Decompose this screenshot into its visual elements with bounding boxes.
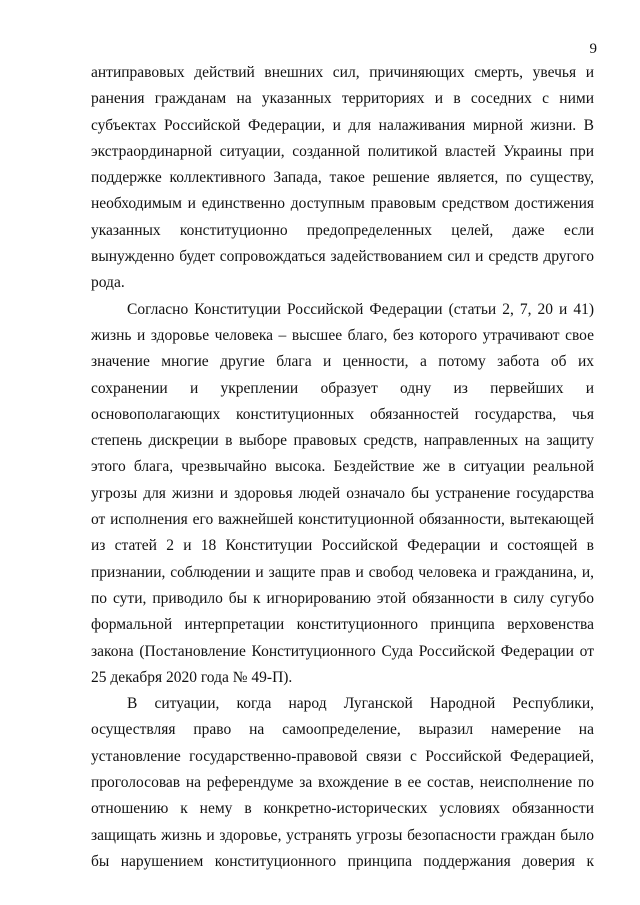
text-line: значение многие другие блага и ценности, а потому забота об их bbox=[91, 353, 594, 371]
text-line: жизнь и здоровье человека – высшее благо, без которого утрачивают свое bbox=[91, 326, 594, 344]
paragraph-3 bbox=[91, 691, 594, 875]
text-line: из статей 2 и 18 Конституции Российской Федерации и состоящей в bbox=[91, 537, 594, 555]
text-line: сохранении и укреплении образует одну из первейших и bbox=[91, 379, 594, 397]
text-line: защищать жизнь и здоровье, устранять угрозы безопасности граждан было bbox=[91, 826, 594, 844]
text-line: этого блага, чрезвычайно высока. Бездействие же в ситуации реальной bbox=[91, 458, 594, 476]
document-body bbox=[91, 60, 594, 875]
text-line: степень дискреции в выборе правовых средств, направленных на защиту bbox=[91, 432, 594, 450]
page-number: 9 bbox=[589, 41, 597, 57]
text-line: ранения гражданам на указанных территориях и в соседних с ними bbox=[91, 90, 594, 108]
text-line: 25 декабря 2020 года № 49-П). bbox=[91, 668, 293, 686]
text-line: основополагающих конституционных обязанностей государства, чья bbox=[91, 405, 594, 423]
text-line: Согласно Конституции Российской Федерации (статьи 2, 7, 20 и 41) bbox=[127, 300, 594, 318]
text-line: необходимым и единственно доступным правовым средством достижения bbox=[91, 195, 594, 213]
text-line: указанных конституционно предопределенных целей, даже если bbox=[91, 221, 594, 239]
text-line: антиправовых действий внешних сил, причиняющих смерть, увечья и bbox=[91, 64, 594, 81]
paragraph-2 bbox=[91, 297, 594, 691]
text-line: проголосовав на референдуме за вхождение в ее состав, неисполнение по bbox=[91, 774, 594, 792]
text-line: субъектах Российской Федерации, и для налаживания мирной жизни. В bbox=[91, 116, 594, 134]
text-line: В ситуации, когда народ Луганской Народной Республики, bbox=[127, 695, 594, 713]
text-line: угрозы для жизни и здоровья людей означало бы устранение государства bbox=[91, 484, 594, 502]
text-line: закона (Постановление Конституционного Суда Российской Федерации от bbox=[91, 642, 594, 660]
text-line: поддержке коллективного Запада, такое решение является, по существу, bbox=[91, 169, 594, 187]
text-line: отношению к нему в конкретно-исторических условиях обязанности bbox=[91, 800, 594, 818]
text-line: установление государственно-правовой связи с Российской Федерацией, bbox=[91, 747, 594, 765]
text-line: формальной интерпретации конституционного принципа верховенства bbox=[91, 616, 594, 634]
text-line: от исполнения его важнейшей конституционной обязанности, вытекающей bbox=[91, 511, 594, 529]
text-line: осуществляя право на самоопределение, выразил намерение на bbox=[91, 721, 594, 739]
text-line: признании, соблюдении и защите прав и свобод человека и гражданина, и, bbox=[91, 563, 594, 581]
text-line: вынужденно будет сопровождаться задействованием сил и средств другого bbox=[91, 248, 594, 266]
paragraph-1 bbox=[91, 60, 594, 297]
text-line: рода. bbox=[91, 274, 125, 292]
text-line: по сути, приводило бы к игнорированию этой обязанности в силу сугубо bbox=[91, 589, 594, 607]
text-line: экстраординарной ситуации, созданной политикой властей Украины при bbox=[91, 142, 594, 160]
text-line: бы нарушением конституционного принципа поддержания доверия к bbox=[91, 852, 594, 870]
